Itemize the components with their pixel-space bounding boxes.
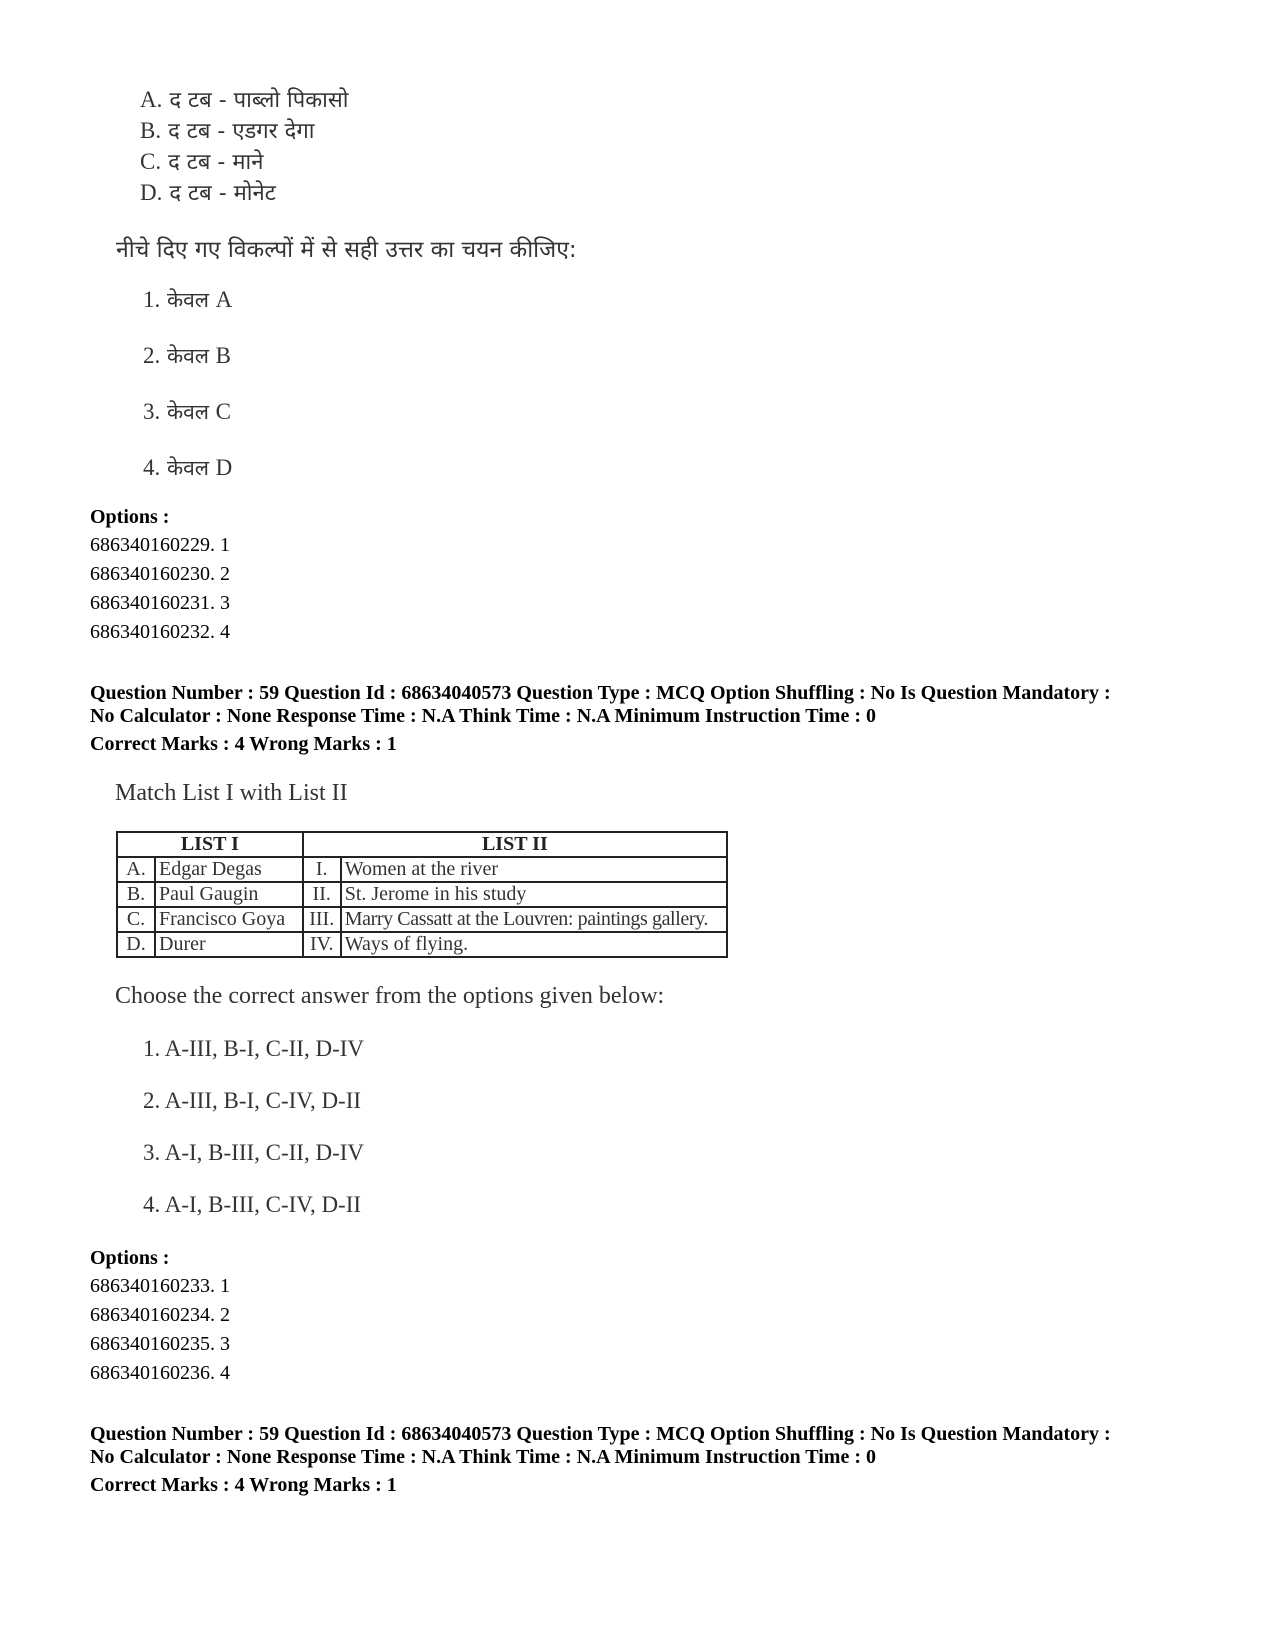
statement-b: B. द टब - एडगर देगा — [140, 118, 315, 144]
list1-value: Francisco Goya — [155, 907, 303, 932]
q59-meta-line2: No Calculator : None Response Time : N.A Think Time : N.A Minimum Instruction Time : 0 — [90, 705, 876, 727]
statement-a: A. द टब - पाब्लो पिकासो — [140, 87, 349, 113]
q59-meta-line1: Question Number : 59 Question Id : 68634040573 Question Type : MCQ Option Shuffling : No Is Question Mandatory : — [90, 682, 1111, 704]
next-meta-line1: Question Number : 59 Question Id : 68634040573 Question Type : MCQ Option Shuffling : No Is Question Mandatory : — [90, 1423, 1111, 1445]
match-table-header — [117, 832, 727, 857]
list2-key: II. — [303, 882, 341, 907]
next-meta — [90, 1423, 1111, 1469]
list2-value: St. Jerome in his study — [341, 882, 727, 907]
prev-choice-1: 1. केवल A — [143, 287, 233, 312]
statement-c: C. द टब - माने — [140, 149, 264, 175]
list1-value: Paul Gaugin — [155, 882, 303, 907]
q59-options-list — [90, 1272, 230, 1388]
list2-header: LIST II — [303, 832, 727, 857]
option-row: 686340160229. 1 — [90, 534, 230, 556]
list1-key: A. — [117, 857, 155, 882]
table-row — [117, 882, 727, 907]
q59-options-heading: Options : — [90, 1247, 170, 1269]
prev-choice-3: 3. केवल C — [143, 399, 232, 424]
prev-prompt: नीचे दिए गए विकल्पों में से सही उत्तर का चयन कीजिए: — [116, 237, 577, 263]
table-row — [117, 907, 727, 932]
q59-meta — [90, 682, 1111, 728]
list1-key: C. — [117, 907, 155, 932]
list1-value: Durer — [155, 932, 303, 957]
option-row: 686340160234. 2 — [90, 1304, 230, 1326]
prev-options-heading: Options : — [90, 506, 170, 528]
prev-options-list — [90, 531, 230, 647]
q59-marks: Correct Marks : 4 Wrong Marks : 1 — [90, 733, 397, 755]
q59-choice-2: 2. A-III, B-I, C-IV, D-II — [143, 1088, 362, 1113]
option-row: 686340160230. 2 — [90, 563, 230, 585]
option-row: 686340160236. 4 — [90, 1362, 230, 1384]
option-row: 686340160232. 4 — [90, 621, 230, 643]
prev-choice-4: 4. केवल D — [143, 455, 233, 480]
list1-header: LIST I — [117, 832, 303, 857]
next-meta-line2: No Calculator : None Response Time : N.A Think Time : N.A Minimum Instruction Time : 0 — [90, 1446, 876, 1468]
option-row: 686340160231. 3 — [90, 592, 230, 614]
list2-key: I. — [303, 857, 341, 882]
list2-value: Marry Cassatt at the Louvren: paintings gallery. — [341, 907, 727, 932]
prev-statements — [140, 84, 348, 208]
list2-value: Women at the river — [341, 857, 727, 882]
table-row — [117, 857, 727, 882]
prev-choice-2: 2. केवल B — [143, 343, 232, 368]
list1-key: B. — [117, 882, 155, 907]
option-row: 686340160233. 1 — [90, 1275, 230, 1297]
q59-choice-1: 1. A-III, B-I, C-II, D-IV — [143, 1036, 364, 1061]
next-marks: Correct Marks : 4 Wrong Marks : 1 — [90, 1474, 397, 1496]
option-row: 686340160235. 3 — [90, 1333, 230, 1355]
list2-key: IV. — [303, 932, 341, 957]
list2-value: Ways of flying. — [341, 932, 727, 957]
q59-choice-3: 3. A-I, B-III, C-II, D-IV — [143, 1140, 364, 1165]
q59-choice-4: 4. A-I, B-III, C-IV, D-II — [143, 1192, 362, 1217]
list1-value: Edgar Degas — [155, 857, 303, 882]
list2-key: III. — [303, 907, 341, 932]
list1-key: D. — [117, 932, 155, 957]
match-table — [116, 831, 728, 958]
statement-d: D. द टब - मोनेट — [140, 180, 276, 206]
table-row — [117, 932, 727, 957]
q59-instruction: Match List I with List II — [115, 780, 348, 806]
q59-prompt: Choose the correct answer from the options given below: — [115, 983, 665, 1009]
